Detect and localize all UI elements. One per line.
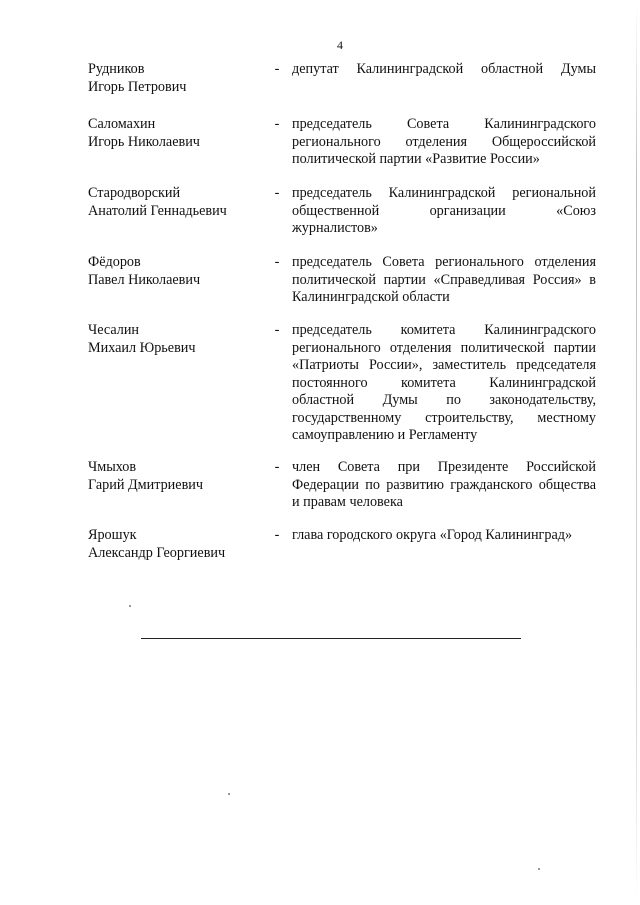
member-surname: Стародворский <box>88 185 181 201</box>
member-given-name: Павел Николаевич <box>88 271 201 288</box>
position-line: председатель Калининградской региональной <box>292 185 596 201</box>
position-line: регионального отделения Общероссийской <box>292 133 596 150</box>
scan-speck <box>129 605 131 607</box>
position-line: журналистов» <box>292 220 378 236</box>
position-line: председатель Совета Калининградского <box>292 116 596 132</box>
position-line: Федерации по развитию гражданского общества <box>292 476 596 493</box>
member-name <box>88 322 273 357</box>
member-given-name: Игорь Николаевич <box>88 133 200 150</box>
position-line: председатель комитета Калининградского <box>292 322 596 338</box>
page-number: 4 <box>337 38 343 52</box>
member-name <box>88 116 273 151</box>
dash-separator: - <box>274 185 280 201</box>
position-line: и правам человека <box>292 494 403 510</box>
position-line: постоянного комитета Калининградской <box>292 374 596 391</box>
member-position <box>292 61 596 79</box>
member-surname: Ярошук <box>88 527 137 543</box>
member-name <box>88 459 273 494</box>
dash-separator: - <box>274 459 280 475</box>
member-surname: Чесалин <box>88 322 140 338</box>
position-line: Калининградской области <box>292 289 450 305</box>
member-name <box>88 527 273 562</box>
member-given-name: Игорь Петрович <box>88 78 187 95</box>
dash-separator: - <box>274 61 280 77</box>
member-name <box>88 254 273 289</box>
position-line: член Совета при Президенте Российской <box>292 459 596 475</box>
position-line: самоуправлению и Регламенту <box>292 427 478 443</box>
member-given-name: Анатолий Геннадьевич <box>88 202 227 219</box>
dash-separator: - <box>274 527 280 543</box>
member-given-name: Александр Георгиевич <box>88 544 226 561</box>
position-line: регионального отделения политической партии <box>292 339 596 356</box>
position-line: депутат Калининградской областной Думы <box>292 61 596 77</box>
member-given-name: Гарий Дмитриевич <box>88 476 204 493</box>
member-position <box>292 527 596 545</box>
dash-separator: - <box>274 116 280 132</box>
scan-edge-shadow <box>636 0 637 905</box>
dash-separator: - <box>274 254 280 270</box>
position-line: председатель Совета регионального отделения <box>292 254 596 270</box>
member-position <box>292 459 596 512</box>
position-line: общественной организации «Союз <box>292 202 596 219</box>
member-name <box>88 61 273 96</box>
position-line: глава городского округа «Город Калининград» <box>292 527 573 543</box>
member-position <box>292 185 596 238</box>
scan-speck <box>228 793 230 795</box>
member-position <box>292 116 596 169</box>
position-line: государственному строительству, местному <box>292 409 596 426</box>
dash-separator: - <box>274 322 280 338</box>
member-surname: Рудников <box>88 61 145 77</box>
member-position <box>292 254 596 307</box>
member-given-name: Михаил Юрьевич <box>88 339 196 356</box>
scan-speck <box>538 868 540 870</box>
position-line: политической партии «Развитие России» <box>292 151 540 167</box>
position-line: областной Думы по законодательству, <box>292 392 596 408</box>
member-position <box>292 322 596 445</box>
member-surname: Фёдоров <box>88 254 141 270</box>
member-name <box>88 185 273 220</box>
member-surname: Саломахин <box>88 116 156 132</box>
position-line: политической партии «Справедливая Россия» в <box>292 271 596 288</box>
position-line: «Патриоты России», заместитель председателя <box>292 357 596 373</box>
member-surname: Чмыхов <box>88 459 137 475</box>
closing-horizontal-rule <box>141 638 521 639</box>
